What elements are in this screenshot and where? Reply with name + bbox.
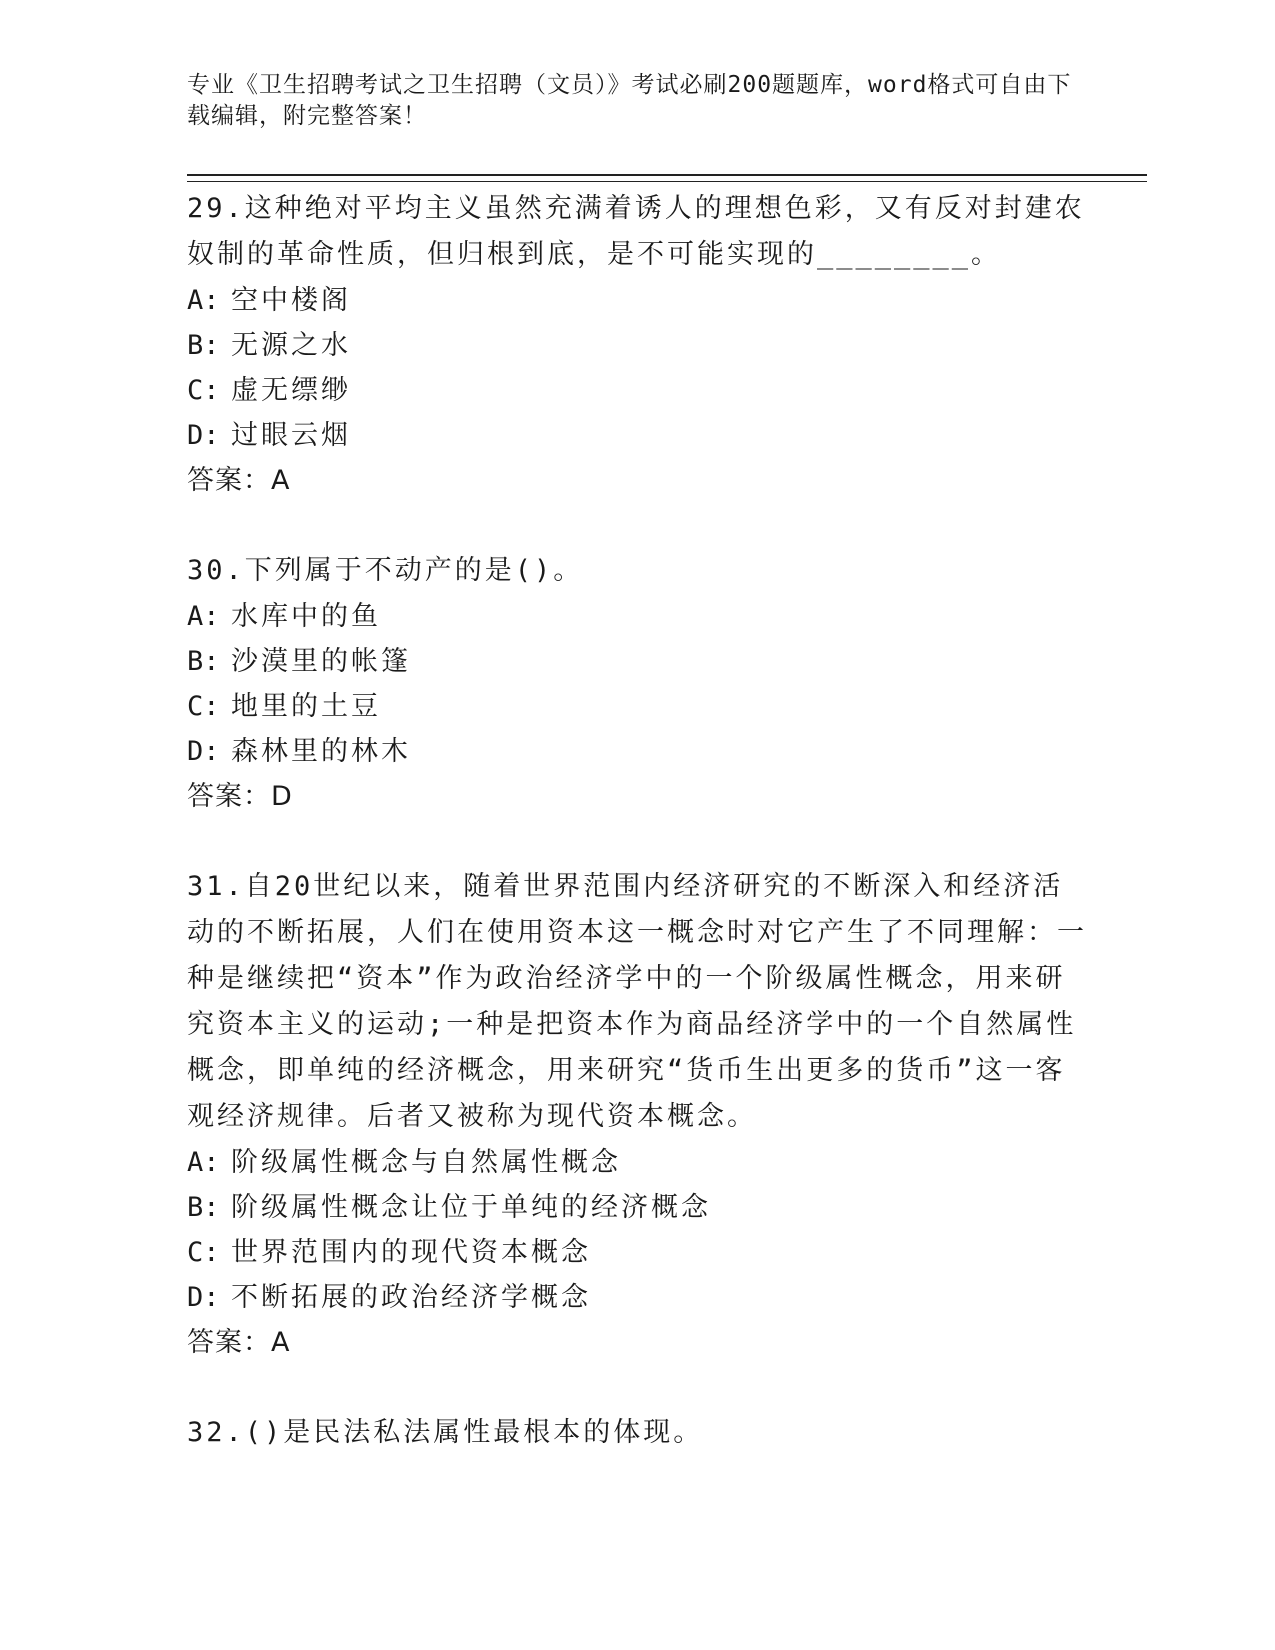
question-list	[187, 186, 1087, 1456]
header-divider-thick	[187, 174, 1147, 176]
question-30	[187, 548, 1087, 819]
option-b	[187, 639, 1087, 684]
option-text: 世界范围内的现代资本概念	[231, 1237, 591, 1268]
option-d	[187, 729, 1087, 774]
option-text: 虚无缥缈	[231, 375, 351, 406]
spacer	[187, 819, 1087, 864]
option-letter: A:	[187, 285, 220, 316]
option-a	[187, 1140, 1087, 1185]
option-letter: B:	[187, 646, 220, 677]
option-text: 水库中的鱼	[231, 601, 381, 632]
option-text: 过眼云烟	[231, 420, 351, 451]
spacer	[187, 503, 1087, 548]
option-letter: C:	[187, 1237, 220, 1268]
option-letter: D:	[187, 736, 220, 767]
header-divider-thin	[187, 181, 1147, 182]
question-32	[187, 1410, 1087, 1456]
option-text: 不断拓展的政治经济学概念	[231, 1282, 591, 1313]
option-text: 森林里的林木	[231, 736, 411, 767]
option-letter: D:	[187, 1282, 220, 1313]
option-text: 沙漠里的帐篷	[231, 646, 411, 677]
answer-line: 答案：A	[187, 465, 291, 496]
option-text: 无源之水	[231, 330, 351, 361]
question-stem: 29.这种绝对平均主义虽然充满着诱人的理想色彩，又有反对封建农奴制的革命性质，但归根到底，是不可能实现的________。	[187, 193, 1085, 270]
option-letter: B:	[187, 1192, 220, 1223]
option-text: 阶级属性概念让位于单纯的经济概念	[231, 1192, 711, 1223]
option-d	[187, 1275, 1087, 1320]
question-stem: 30.下列属于不动产的是()。	[187, 555, 584, 586]
option-letter: A:	[187, 601, 220, 632]
option-b	[187, 1185, 1087, 1230]
option-a	[187, 278, 1087, 323]
option-letter: A:	[187, 1147, 220, 1178]
document-header: 专业《卫生招聘考试之卫生招聘（文员）》考试必刷200题题库，word格式可自由下载编辑，附完整答案！	[187, 72, 1072, 129]
option-a	[187, 594, 1087, 639]
spacer	[187, 1365, 1087, 1410]
option-text: 阶级属性概念与自然属性概念	[231, 1147, 621, 1178]
answer-line: 答案：A	[187, 1327, 291, 1358]
question-31	[187, 864, 1087, 1365]
option-c	[187, 368, 1087, 413]
question-stem: 32.()是民法私法属性最根本的体现。	[187, 1417, 704, 1448]
question-29	[187, 186, 1087, 503]
option-text: 地里的土豆	[231, 691, 381, 722]
option-letter: D:	[187, 420, 220, 451]
option-b	[187, 323, 1087, 368]
answer-line: 答案：D	[187, 781, 293, 812]
option-c	[187, 684, 1087, 729]
option-text: 空中楼阁	[231, 285, 351, 316]
question-stem: 31.自20世纪以来，随着世界范围内经济研究的不断深入和经济活动的不断拓展，人们在使用资本这一概念时对它产生了不同理解：一种是继续把“资本”作为政治经济学中的一个阶级属性概念，用来研究资本主义的运动;一种是把资本作为商品经济学中的一个自然属性概念，即单纯的经济概念，用来研究“货币生出更多的货币”这一客观经济规律。后者又被称为现代资本概念。	[187, 871, 1087, 1132]
option-letter: C:	[187, 691, 220, 722]
option-letter: B:	[187, 330, 220, 361]
option-c	[187, 1230, 1087, 1275]
option-letter: C:	[187, 375, 220, 406]
option-d	[187, 413, 1087, 458]
